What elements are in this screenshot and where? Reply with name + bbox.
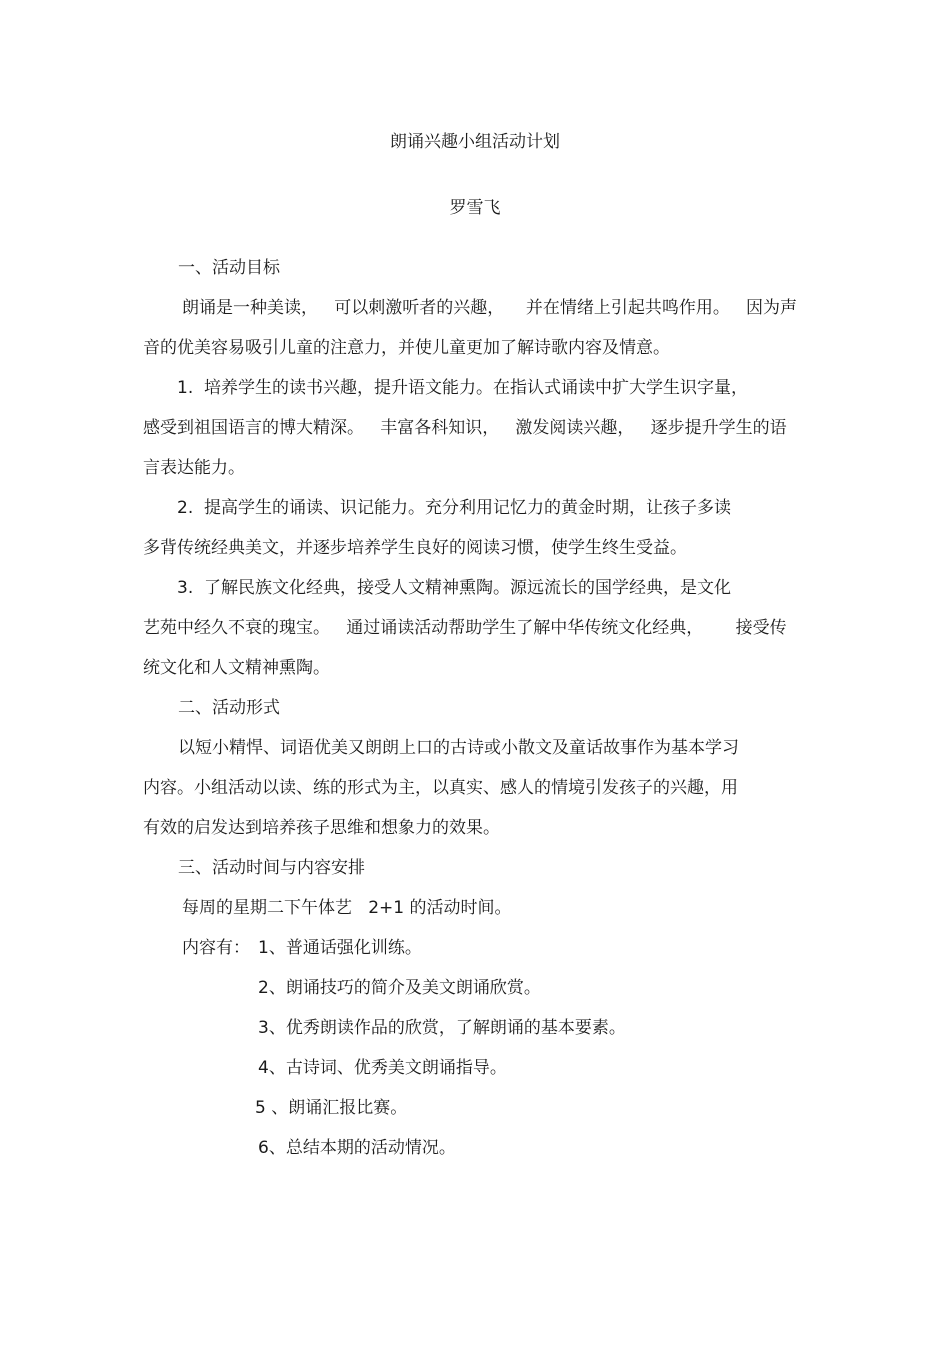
section2-body-line-2: 内容。小组活动以读、练的形式为主，以真实、感人的情境引发孩子的兴趣，用 bbox=[143, 778, 738, 798]
content-item-6: 6、总结本期的活动情况。 bbox=[258, 1138, 456, 1158]
section2-heading: 二、活动形式 bbox=[178, 698, 280, 718]
document-title: 朗诵兴趣小组活动计划 bbox=[390, 132, 560, 152]
content-item-2: 2、朗诵技巧的简介及美文朗诵欣赏。 bbox=[258, 978, 541, 998]
goal3-line-3: 统文化和人文精神熏陶。 bbox=[143, 658, 330, 678]
document-author: 罗雪飞 bbox=[449, 198, 501, 218]
section3-heading: 三、活动时间与内容安排 bbox=[178, 858, 365, 878]
content-item-1: 1、普通话强化训练。 bbox=[258, 938, 422, 958]
goal3-line-2: 艺苑中经久不衰的瑰宝。 通过诵读活动帮助学生了解中华传统文化经典， 接受传 bbox=[143, 618, 787, 638]
activity-time: 每周的星期二下午体艺 2+1 的活动时间。 bbox=[182, 898, 512, 918]
section1-intro-line-1: 朗诵是一种美读， 可以刺激听者的兴趣， 并在情绪上引起共鸣作用。 因为声 bbox=[182, 298, 798, 318]
content-label: 内容有： bbox=[182, 938, 250, 958]
goal3-line-1: 3. 了解民族文化经典，接受人文精神熏陶。源远流长的国学经典，是文化 bbox=[177, 578, 732, 598]
goal1-line-2: 感受到祖国语言的博大精深。 丰富各科知识， 激发阅读兴趣， 逐步提升学生的语 bbox=[143, 418, 787, 438]
goal2-line-2: 多背传统经典美文，并逐步培养学生良好的阅读习惯，使学生终生受益。 bbox=[143, 538, 687, 558]
section2-body-line-1: 以短小精悍、词语优美又朗朗上口的古诗或小散文及童话故事作为基本学习 bbox=[178, 738, 739, 758]
goal2-line-1: 2. 提高学生的诵读、识记能力。充分利用记忆力的黄金时期，让孩子多读 bbox=[177, 498, 732, 518]
content-item-4: 4、古诗词、优秀美文朗诵指导。 bbox=[258, 1058, 507, 1078]
goal1-line-1: 1. 培养学生的读书兴趣，提升语文能力。在指认式诵读中扩大学生识字量， bbox=[177, 378, 749, 398]
content-item-5: 5 、朗诵汇报比赛。 bbox=[255, 1098, 408, 1118]
section1-heading: 一、活动目标 bbox=[178, 258, 280, 278]
content-item-3: 3、优秀朗读作品的欣赏，了解朗诵的基本要素。 bbox=[258, 1018, 626, 1038]
section1-intro-line-2: 音的优美容易吸引儿童的注意力，并使儿童更加了解诗歌内容及情意。 bbox=[143, 338, 670, 358]
section2-body-line-3: 有效的启发达到培养孩子思维和想象力的效果。 bbox=[143, 818, 500, 838]
goal1-line-3: 言表达能力。 bbox=[143, 458, 245, 478]
